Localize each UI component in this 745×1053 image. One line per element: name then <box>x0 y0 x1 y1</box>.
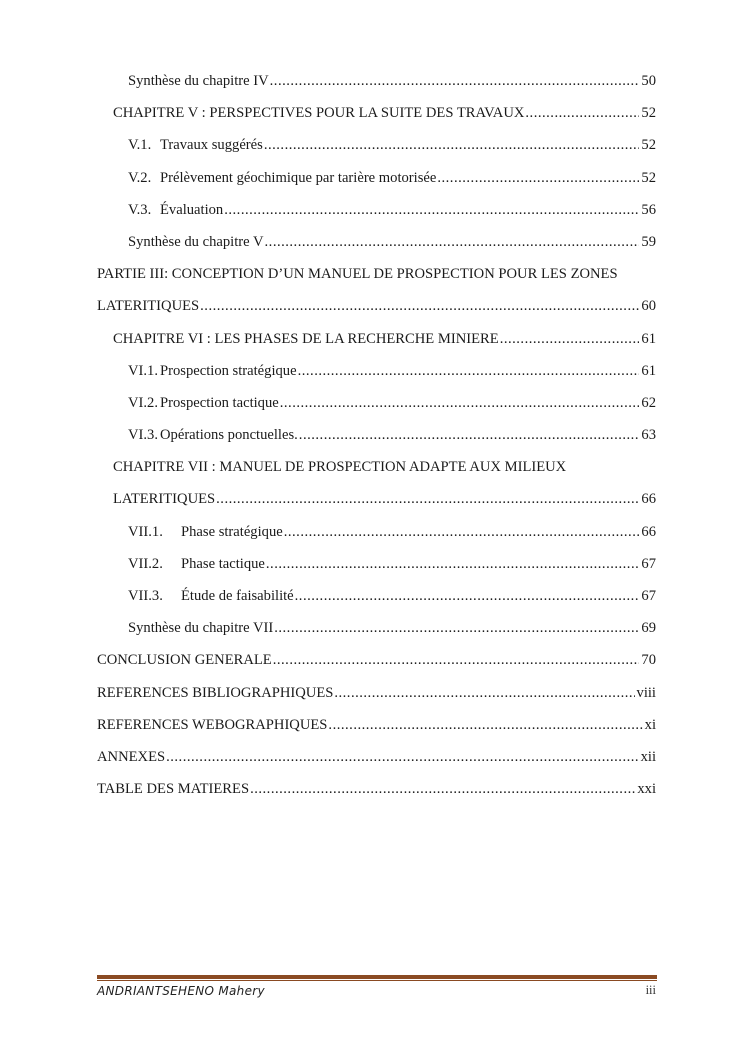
dot-leader <box>500 323 640 355</box>
toc-entry-vii-2[interactable] <box>97 548 656 580</box>
toc-entry-page: 50 <box>641 73 656 89</box>
toc-entry-label: Synthèse du chapitre IV <box>128 73 269 89</box>
toc-entry-page: 63 <box>641 427 656 444</box>
toc-entry-v-1[interactable] <box>97 129 656 161</box>
toc-entry-vi-2[interactable] <box>97 387 656 419</box>
toc-entry-page: 60 <box>641 298 656 315</box>
dot-leader <box>334 677 634 709</box>
dot-leader <box>224 194 639 226</box>
toc-entry-partie-iii[interactable] <box>97 258 656 322</box>
dot-leader <box>274 612 639 644</box>
dot-leader <box>264 129 640 161</box>
toc-entry-page: 66 <box>641 523 656 540</box>
toc-entry-page: 66 <box>641 491 656 508</box>
toc-entry-annexes[interactable] <box>97 741 656 773</box>
toc-entry-v-3[interactable] <box>97 194 656 226</box>
footer-author: ANDRIANTSEHENO Mahery <box>97 984 265 998</box>
toc-entry-page: 56 <box>641 201 656 218</box>
toc-entry-number: VII.3. <box>128 588 163 605</box>
toc-entry-label: Prospection stratégique <box>160 362 297 379</box>
toc-entry-number: V.3. <box>128 201 152 218</box>
toc-entry-label: REFERENCES WEBOGRAPHIQUES <box>97 716 328 733</box>
toc-entry-label: REFERENCES BIBLIOGRAPHIQUES <box>97 684 334 701</box>
dot-leader <box>166 741 638 773</box>
toc-entry-label: Phase stratégique <box>181 523 283 540</box>
toc-entry-number: VII.1. <box>128 523 163 540</box>
toc-entry-label: CONCLUSION GENERALE <box>97 652 272 669</box>
toc-entry-number: V.2. <box>128 169 152 186</box>
toc-entry-label: Prospection tactique <box>160 394 279 411</box>
toc-entry-label: Prélèvement géochimique par tarière motorisée <box>160 169 437 186</box>
toc-entry-page: 61 <box>641 362 656 379</box>
toc-entry-label: CHAPITRE VI : LES PHASES DE LA RECHERCHE MINIERE <box>113 330 499 347</box>
toc-entry-page: 52 <box>641 137 656 154</box>
toc-entry-page: 61 <box>641 330 656 347</box>
toc-entry-page: 52 <box>641 105 656 122</box>
toc-entry-label: Synthèse du chapitre VII <box>128 620 274 637</box>
toc-entry-page: xii <box>640 748 656 765</box>
dot-leader <box>284 516 640 548</box>
toc-entry-table-des-matieres[interactable] <box>97 773 656 805</box>
dot-leader <box>273 644 640 676</box>
toc-entry-chapitre-v[interactable] <box>97 97 656 129</box>
toc-entry-page: 70 <box>641 652 656 669</box>
toc-entry-label: CHAPITRE V : PERSPECTIVES POUR LA SUITE DES TRAVAUX <box>113 105 525 122</box>
dot-leader <box>216 483 639 515</box>
toc-entry-page: 67 <box>641 555 656 572</box>
toc-entry-page: 67 <box>641 588 656 605</box>
toc-entry-label: Phase tactique <box>181 555 265 572</box>
toc-entry-label: Synthèse du chapitre V <box>128 233 264 250</box>
dot-leader <box>265 226 640 258</box>
toc-entry-label: Travaux suggérés <box>160 137 263 154</box>
dot-leader <box>525 97 639 129</box>
toc-entry-label: Évaluation <box>160 201 224 218</box>
toc-entry-page: 69 <box>641 620 656 637</box>
toc-entry-label: Étude de faisabilité <box>181 588 294 605</box>
toc-entry-label-line1: CHAPITRE VII : MANUEL DE PROSPECTION ADAPTE AUX MILIEUX <box>113 459 567 476</box>
toc-entry-page: 62 <box>641 394 656 411</box>
dot-leader <box>298 355 640 387</box>
toc-entry-number: V.1. <box>128 137 152 154</box>
dot-leader <box>295 580 640 612</box>
footer-rule-thin <box>97 980 657 981</box>
dot-leader <box>280 387 640 419</box>
toc-entry-references-bibliographiques[interactable] <box>97 677 656 709</box>
toc-entry-label: ANNEXES <box>97 748 166 765</box>
toc-entry-number: VII.2. <box>128 555 163 572</box>
toc-entry-page: xi <box>644 716 656 733</box>
toc-entry-references-webographiques[interactable] <box>97 709 656 741</box>
toc-entry-page: xxi <box>637 781 656 798</box>
dot-leader <box>299 419 640 451</box>
toc-entry-synthese-chapitre-v[interactable] <box>97 226 656 258</box>
toc-entry-number: VI.2. <box>128 394 158 411</box>
dot-leader <box>328 709 642 741</box>
dot-leader <box>266 548 640 580</box>
toc-entry-conclusion-generale[interactable] <box>97 644 656 676</box>
toc-entry-vi-1[interactable] <box>97 355 656 387</box>
footer-page-number: iii <box>645 983 656 997</box>
dot-leader <box>250 773 635 805</box>
toc-entry-number: VI.3. <box>128 427 158 444</box>
toc-entry-synthese-chapitre-iv[interactable] <box>97 65 656 97</box>
toc-entry-vii-3[interactable] <box>97 580 656 612</box>
toc-entry-vi-3[interactable] <box>97 419 656 451</box>
toc-entry-label-line2: LATERITIQUES <box>97 298 200 315</box>
toc-entry-label-line1: PARTIE III: CONCEPTION D’UN MANUEL DE PROSPECTION POUR LES ZONES <box>97 266 618 283</box>
toc-entry-synthese-chapitre-vii[interactable] <box>97 612 656 644</box>
footer-rule <box>97 975 657 979</box>
toc-entry-page: 59 <box>641 233 656 250</box>
toc-entry-label: TABLE DES MATIERES <box>97 781 250 798</box>
toc-entry-chapitre-vii[interactable] <box>97 451 656 515</box>
toc-entry-chapitre-vi[interactable] <box>97 323 656 355</box>
dot-leader <box>437 162 639 194</box>
toc-entry-page: 52 <box>641 169 656 186</box>
table-of-contents <box>97 65 656 805</box>
toc-entry-label: Opérations ponctuelles. <box>160 427 298 444</box>
dot-leader <box>270 65 640 97</box>
toc-entry-v-2[interactable] <box>97 162 656 194</box>
toc-entry-page: viii <box>636 684 656 701</box>
toc-entry-number: VI.1. <box>128 362 158 379</box>
dot-leader <box>200 290 639 322</box>
toc-entry-vii-1[interactable] <box>97 516 656 548</box>
toc-entry-label-line2: LATERITIQUES <box>113 491 216 508</box>
